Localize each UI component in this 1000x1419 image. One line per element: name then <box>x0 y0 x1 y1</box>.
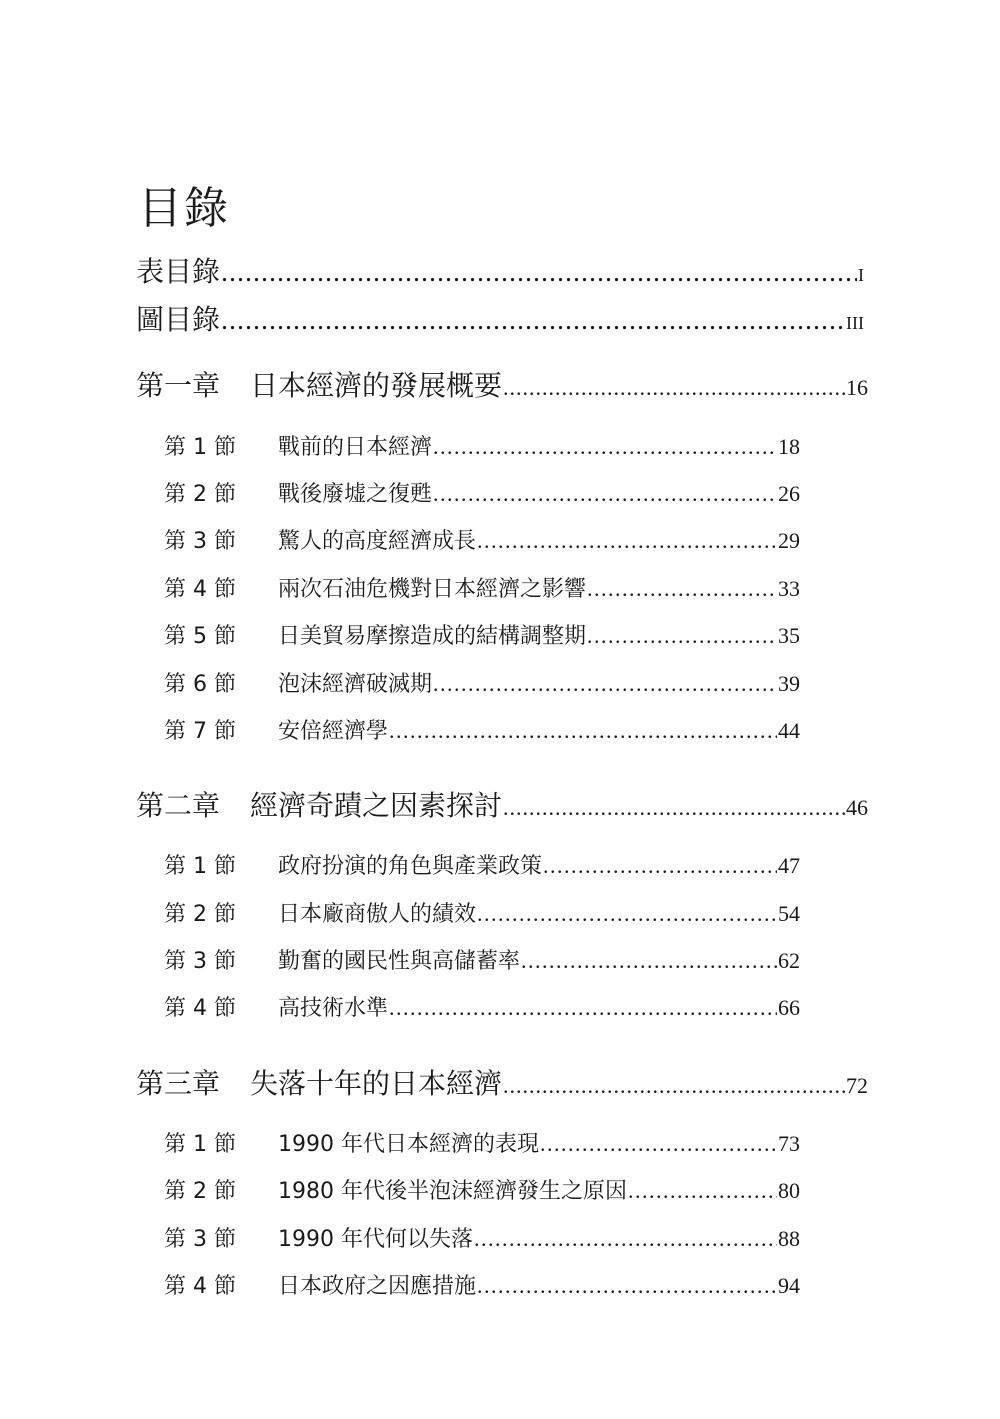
dot-leader <box>587 623 777 649</box>
section-title: 高技術水準 <box>278 996 389 1021</box>
section-page: 80 <box>778 1178 800 1203</box>
dot-leader <box>433 671 777 697</box>
dot-leader <box>521 948 777 974</box>
section-page: 26 <box>778 481 800 506</box>
section-number: 第 1 節 <box>164 1132 236 1157</box>
toc-section[interactable] <box>164 619 800 650</box>
section-number: 第 4 節 <box>164 996 236 1021</box>
dot-leader <box>433 481 777 507</box>
section-title: 日本政府之因應措施 <box>278 1274 477 1299</box>
section-number: 第 3 節 <box>164 529 236 554</box>
section-number: 第 6 節 <box>164 672 236 697</box>
dot-leader <box>543 853 777 879</box>
toc-section[interactable] <box>164 1269 800 1300</box>
section-number: 第 3 節 <box>164 1227 236 1252</box>
section-page: 66 <box>778 995 800 1020</box>
toc-section[interactable] <box>164 430 800 461</box>
chapter-page: 16 <box>846 375 868 400</box>
section-number: 第 5 節 <box>164 624 236 649</box>
toc-chapter-2[interactable] <box>136 784 868 824</box>
section-number: 第 3 節 <box>164 949 236 974</box>
section-page: 73 <box>778 1131 800 1156</box>
section-number: 第 4 節 <box>164 1274 236 1299</box>
toc-entry-page: I <box>858 265 864 285</box>
section-page: 62 <box>778 948 800 973</box>
dot-leader <box>477 528 777 554</box>
dot-leader <box>221 305 845 337</box>
toc-entry-page: III <box>846 313 864 333</box>
toc-section[interactable] <box>164 1222 800 1253</box>
chapter-title: 經濟奇蹟之因素探討 <box>250 789 503 822</box>
toc-entry-label: 表目錄 <box>136 255 221 288</box>
toc-section[interactable] <box>164 897 800 928</box>
dot-leader <box>389 718 777 744</box>
section-title: 泡沫經濟破滅期 <box>278 672 433 697</box>
section-title: 1990 年代何以失落 <box>278 1227 473 1252</box>
section-number: 第 1 節 <box>164 854 236 879</box>
chapter-number: 第三章 <box>136 1067 221 1100</box>
section-page: 35 <box>778 623 800 648</box>
section-title: 1990 年代日本經濟的表現 <box>278 1132 539 1157</box>
section-title: 兩次石油危機對日本經濟之影響 <box>278 577 587 602</box>
toc-chapter-3[interactable] <box>136 1062 868 1102</box>
dot-leader <box>477 1273 777 1299</box>
section-title: 驚人的高度經濟成長 <box>278 529 477 554</box>
toc-section[interactable] <box>164 944 800 975</box>
section-number: 第 7 節 <box>164 719 236 744</box>
toc-section[interactable] <box>164 1174 800 1205</box>
toc-section[interactable] <box>164 477 800 508</box>
chapter-page: 46 <box>846 795 868 820</box>
section-page: 47 <box>778 853 800 878</box>
section-page: 44 <box>778 718 800 743</box>
dot-leader <box>540 1131 777 1157</box>
page-title: 目錄 <box>138 183 230 235</box>
toc-section[interactable] <box>164 991 800 1022</box>
section-title: 戰後廢墟之復甦 <box>278 482 433 507</box>
section-page: 94 <box>778 1273 800 1298</box>
chapter-number: 第一章 <box>136 369 221 402</box>
toc-section[interactable] <box>164 714 800 745</box>
toc-section[interactable] <box>164 667 800 698</box>
dot-leader <box>477 901 777 927</box>
toc-section[interactable] <box>164 849 800 880</box>
dot-leader <box>433 434 777 460</box>
toc-section[interactable] <box>164 524 800 555</box>
toc-entry-list-of-figures[interactable] <box>136 298 864 338</box>
section-title: 勤奮的國民性與高儲蓄率 <box>278 949 521 974</box>
section-title: 日本廠商傲人的績效 <box>278 902 477 927</box>
chapter-title: 失落十年的日本經濟 <box>250 1067 503 1100</box>
section-title: 安倍經濟學 <box>278 719 389 744</box>
section-number: 第 2 節 <box>164 902 236 927</box>
section-page: 39 <box>778 671 800 696</box>
toc-section[interactable] <box>164 1127 800 1158</box>
section-number: 第 2 節 <box>164 482 236 507</box>
chapter-title: 日本經濟的發展概要 <box>250 369 503 402</box>
toc-section[interactable] <box>164 572 800 603</box>
toc-chapter-1[interactable] <box>136 364 868 404</box>
section-page: 54 <box>778 901 800 926</box>
toc-entry-label: 圖目錄 <box>136 303 221 336</box>
section-number: 第 4 節 <box>164 577 236 602</box>
chapter-page: 72 <box>846 1073 868 1098</box>
section-title: 戰前的日本經濟 <box>278 435 433 460</box>
section-page: 88 <box>778 1226 800 1251</box>
dot-leader <box>389 995 777 1021</box>
dot-leader <box>587 576 777 602</box>
section-number: 第 2 節 <box>164 1179 236 1204</box>
section-title: 1980 年代後半泡沫經濟發生之原因 <box>278 1179 627 1204</box>
section-page: 29 <box>778 528 800 553</box>
chapter-number: 第二章 <box>136 789 221 822</box>
dot-leader <box>503 375 845 401</box>
section-page: 33 <box>778 576 800 601</box>
dot-leader <box>221 257 857 289</box>
dot-leader <box>474 1226 777 1252</box>
dot-leader <box>503 795 845 821</box>
dot-leader <box>628 1178 777 1204</box>
section-number: 第 1 節 <box>164 435 236 460</box>
section-title: 政府扮演的角色與產業政策 <box>278 854 543 879</box>
toc-entry-list-of-tables[interactable] <box>136 250 864 290</box>
section-page: 18 <box>778 434 800 459</box>
section-title: 日美貿易摩擦造成的結構調整期 <box>278 624 587 649</box>
dot-leader <box>503 1073 845 1099</box>
